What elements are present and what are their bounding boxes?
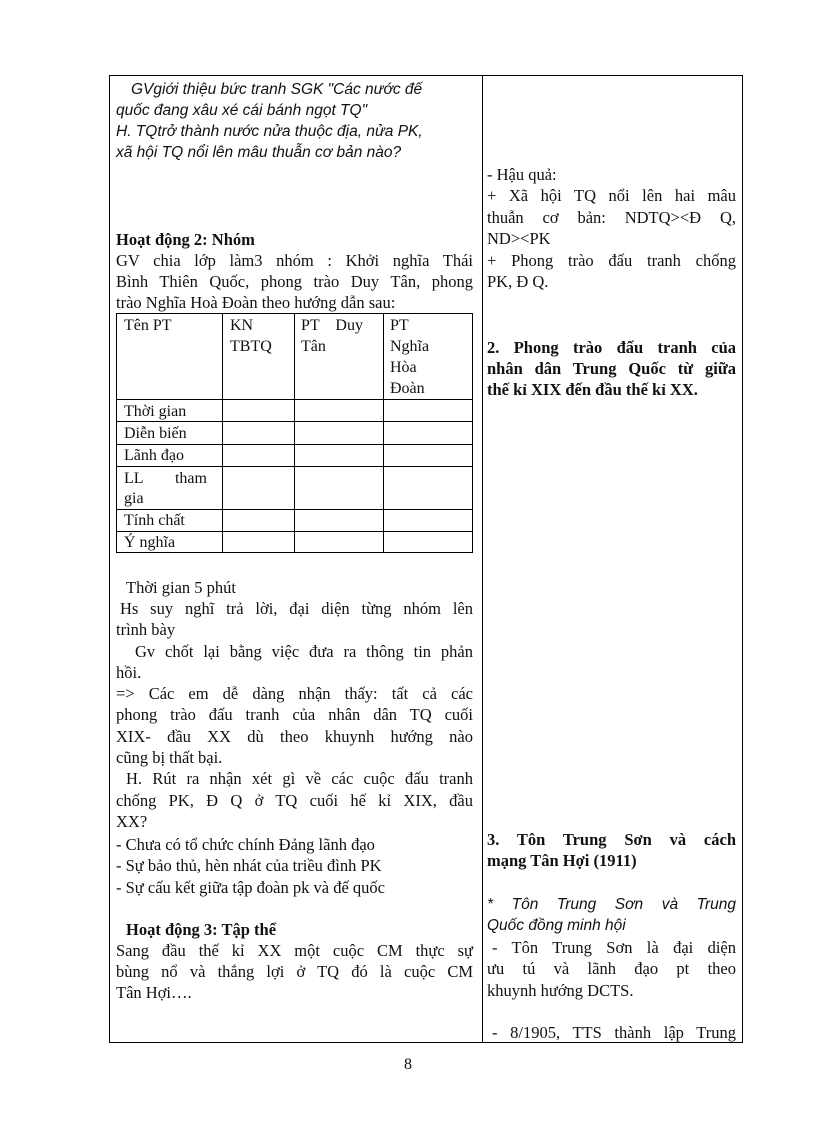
table-row-label: LL tham [124,470,207,487]
intro-line: H. TQtrở thành nước nửa thuộc địa, nửa PK, [116,123,423,140]
movements-table [116,313,473,553]
table-header: PT [390,317,409,334]
after-table-line: XX? [116,812,148,831]
section-3-heading: mạng Tân Hợi (1911) [487,851,637,870]
after-table-line: trình bày [116,620,176,639]
subsection-title: * Tôn Trung Sơn và Trung [487,896,736,913]
intro-line: xã hội TQ nổi lên mâu thuẫn cơ bản nào? [116,144,402,161]
table-header: Tân [301,338,326,355]
activity-3-line: bùng nổ và thắng lợi ở TQ đó là cuộc CM [116,962,473,981]
table-header: Đoàn [390,380,425,397]
after-table-line: - Sự cấu kết giữa tập đoàn pk và đế quốc [116,878,385,897]
subsection-title: Quốc đồng minh hội [487,917,626,934]
intro-line: quốc đang xâu xé cái bánh ngọt TQ" [116,102,368,119]
subsection-line: khuynh hướng DCTS. [487,981,634,1000]
table-header: Nghĩa [390,338,430,355]
section-2-heading: nhân dân Trung Quốc từ giữa [487,359,736,378]
activity-2-line: GV chia lớp làm3 nhóm : Khởi nghĩa Thái [116,251,473,270]
consequence-line: + Xã hội TQ nổi lên hai mâu [487,186,736,205]
column-divider [482,76,483,1042]
section-2-heading: thế kỉ XIX đến đầu thế kỉ XX. [487,380,698,399]
table-row-label: Ý nghĩa [124,534,176,551]
after-table-line: - Chưa có tổ chức chính Đảng lãnh đạo [116,835,375,854]
page-number: 8 [404,1056,412,1073]
after-table-line: => Các em dễ dàng nhận thấy: tất cả các [116,684,473,703]
consequence-line: + Phong trào đấu tranh chống [487,251,736,270]
table-row-label: Thời gian [124,403,187,420]
last-line: - 8/1905, TTS thành lập Trung [492,1023,736,1042]
after-table-line: XIX- đầu XX dù theo khuynh hướng nào [116,727,473,746]
after-table-line: Gv chốt lại bằng việc đưa ra thông tin phản [135,642,473,661]
intro-line: GVgiới thiệu bức tranh SGK "Các nước đế [131,81,423,98]
table-header: TBTQ [230,338,272,355]
table-header: KN [230,317,254,334]
activity-2-title: Hoạt động 2: Nhóm [116,230,255,249]
table-row-label: Lãnh đạo [124,447,184,464]
consequence-line: ND><PK [487,229,551,248]
table-row-label: Tính chất [124,512,185,529]
after-table-line: - Sự bảo thủ, hèn nhát của triều đình PK [116,856,382,875]
after-table-line: Thời gian 5 phút [126,578,237,597]
table-header: Tên PT [124,317,172,334]
after-table-line: H. Rút ra nhận xét gì về các cuộc đấu tranh [126,769,473,788]
section-3-heading: 3. Tôn Trung Sơn và cách [487,830,736,849]
after-table-line: hồi. [116,663,142,682]
activity-3-title: Hoạt động 3: Tập thể [126,920,277,939]
consequence-line: - Hậu quả: [487,165,557,184]
after-table-line: phong trào đấu tranh của nhân dân TQ cuối [116,705,473,724]
activity-2-line: Bình Thiên Quốc, phong trào Duy Tân, phong [116,272,473,291]
subsection-line: - Tôn Trung Sơn là đại diện [492,938,736,957]
after-table-line: cũng bị thất bại. [116,748,223,767]
consequence-line: PK, Đ Q. [487,272,549,291]
table-row-label: gia [124,490,144,507]
activity-2-line: trào Nghĩa Hoà Đoàn theo hướng dẫn sau: [116,293,396,312]
section-2-heading: 2. Phong trào đấu tranh của [487,338,736,357]
table-header: PT Duy [301,317,363,334]
activity-3-line: Tân Hợi…. [116,983,192,1002]
after-table-line: chống PK, Đ Q ở TQ cuối hế kỉ XIX, đầu [116,791,473,810]
consequence-line: thuẫn cơ bản: NDTQ><Đ Q, [487,208,736,227]
table-header: Hòa [390,359,417,376]
after-table-line: Hs suy nghĩ trả lời, đại diện từng nhóm lên [120,599,473,618]
subsection-line: ưu tú và lãnh đạo pt theo [487,959,736,978]
table-row-label: Diễn biến [124,425,187,442]
activity-3-line: Sang đầu thế kỉ XX một cuộc CM thực sự [116,941,473,960]
